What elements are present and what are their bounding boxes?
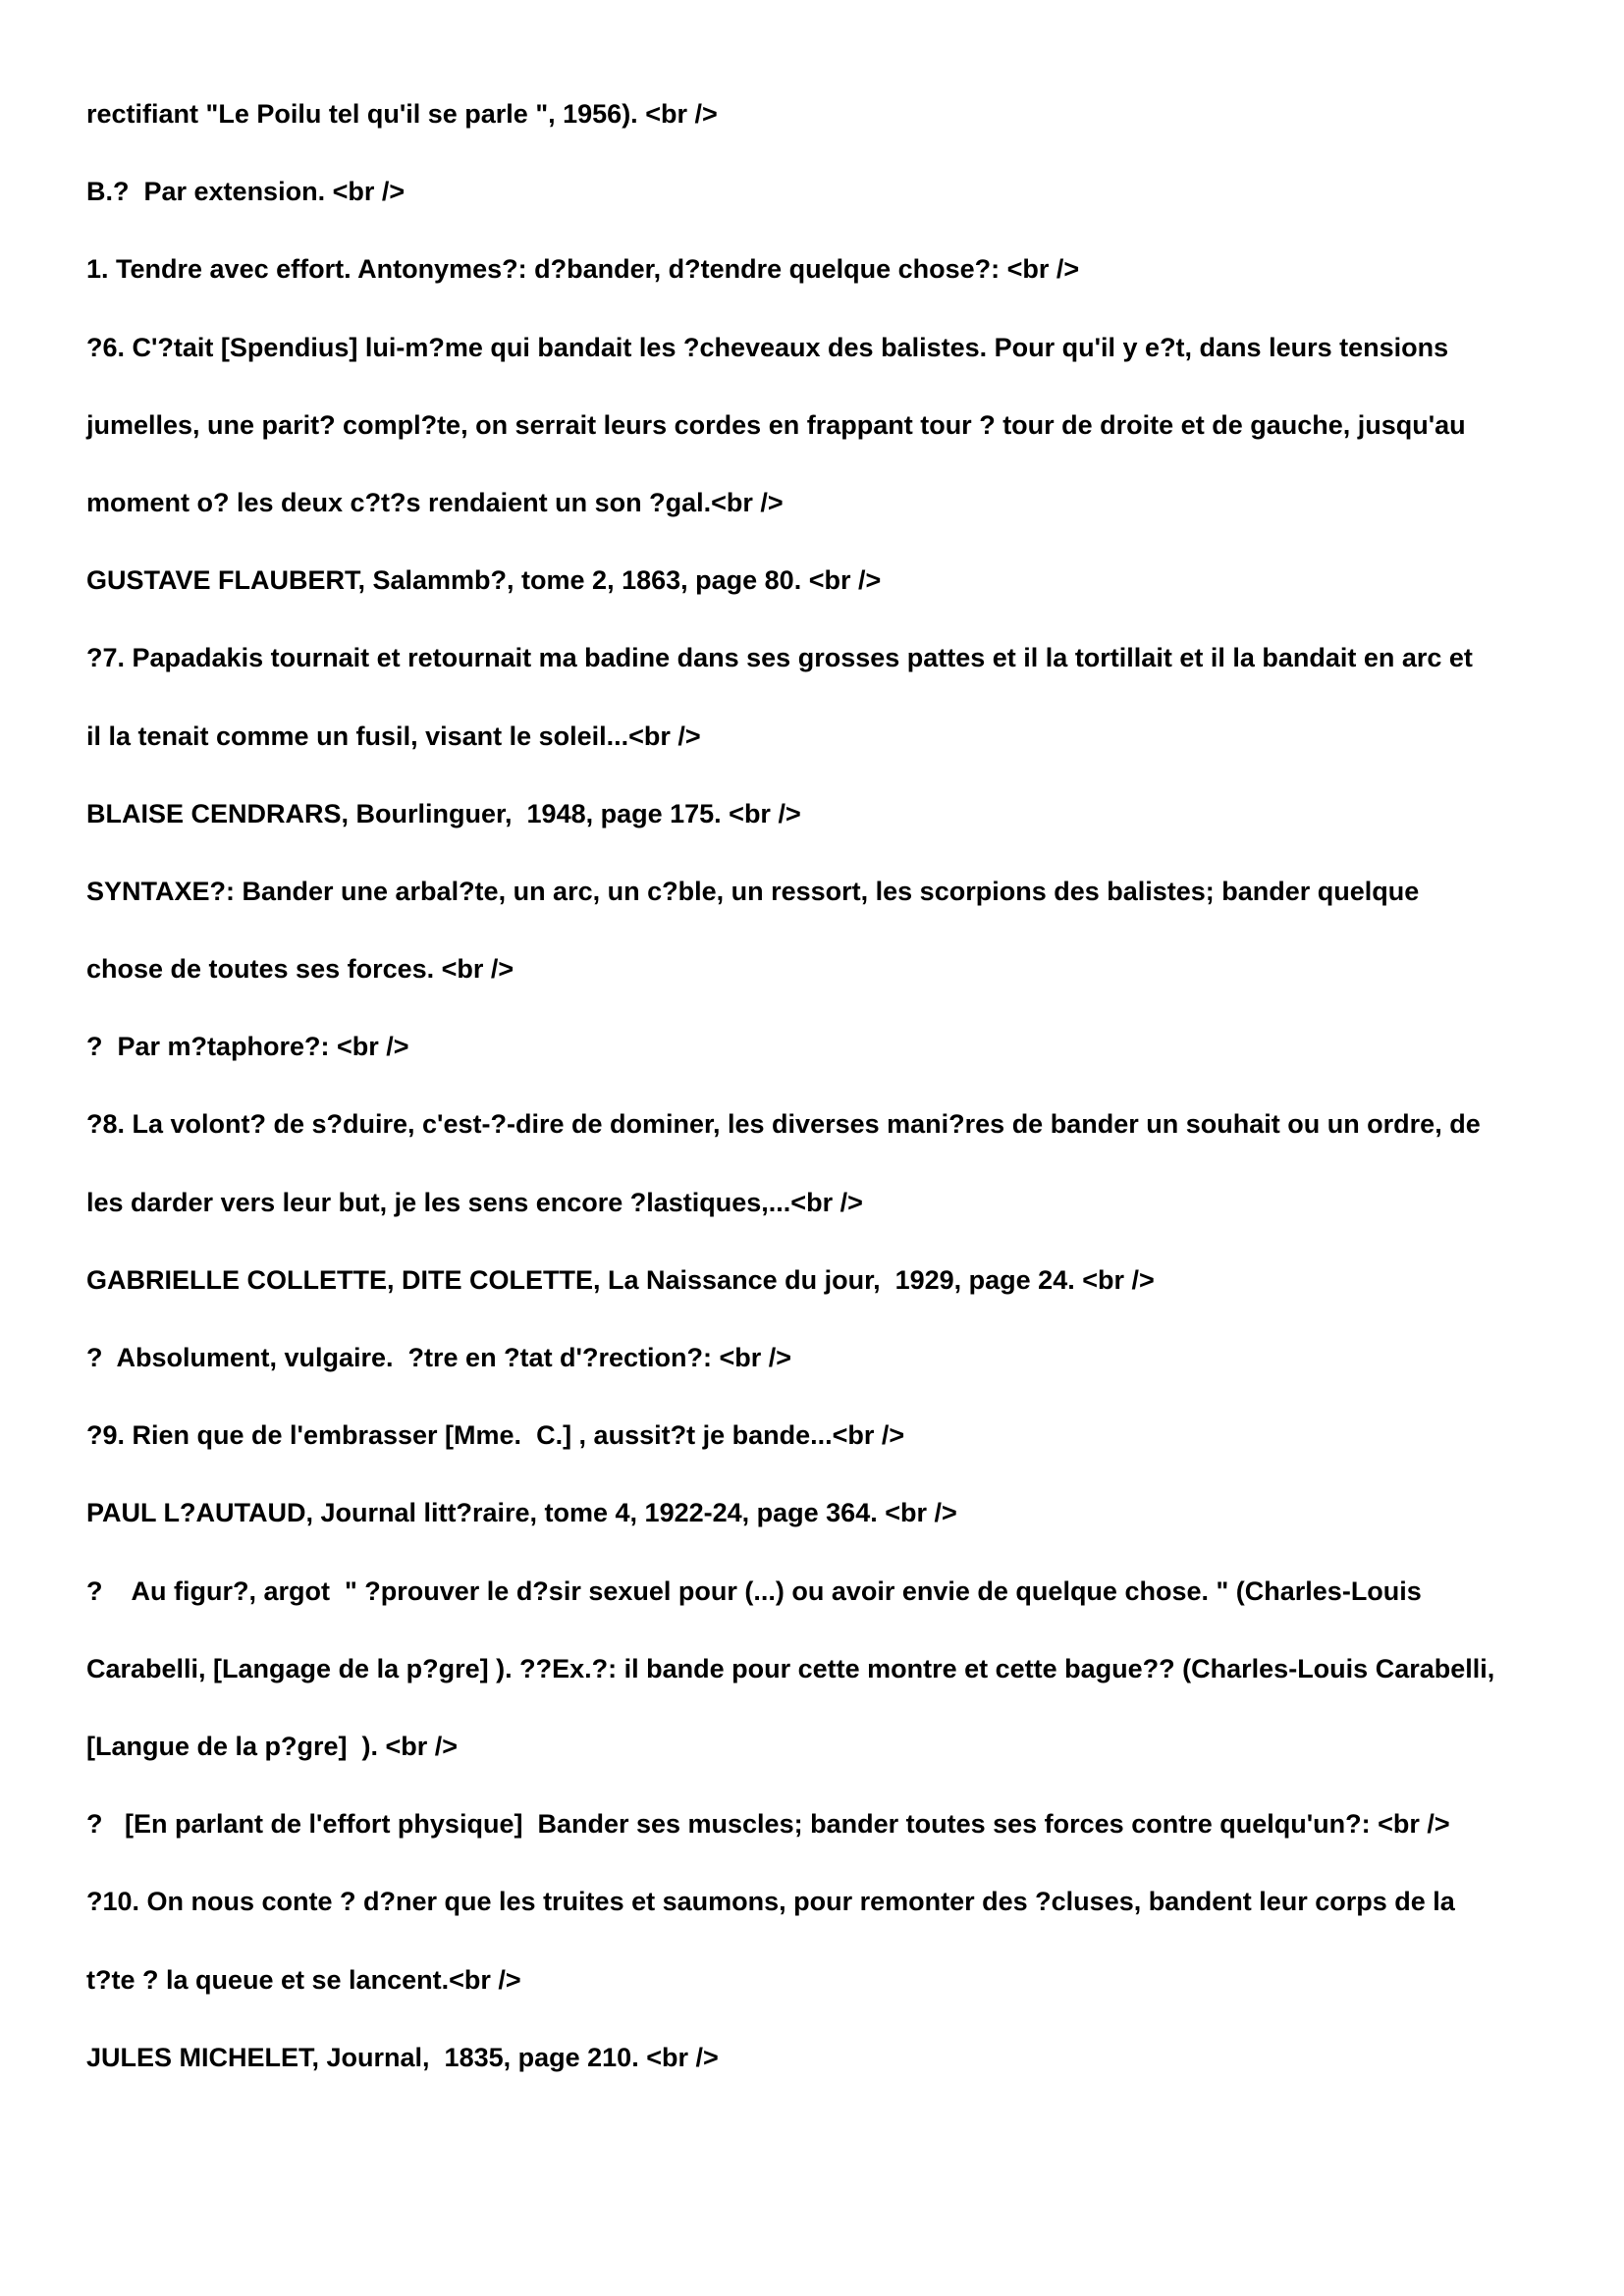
text-line-08: ?7. Papadakis tournait et retournait ma badine dans ses grosses pattes et il la tortillait et il la bandait en arc et (86, 643, 1473, 673)
text-line-11: SYNTAXE?: Bander une arbal?te, un arc, un c?ble, un ressort, les scorpions des balistes; bander quelque (86, 876, 1420, 906)
text-line-19: PAUL L?AUTAUD, Journal litt?raire, tome 4, 1922-24, page 364. <br /> (86, 1498, 957, 1528)
text-line-06: moment o? les deux c?t?s rendaient un son ?gal.<br /> (86, 487, 784, 517)
text-line-18: ?9. Rien que de l'embrasser [Mme. C.] , aussit?t je bande...<br /> (86, 1420, 905, 1451)
text-line-17: ? Absolument, vulgaire. ?tre en ?tat d'?rection?: <br /> (86, 1343, 792, 1372)
text-line-15: les darder vers leur but, je les sens encore ?lastiques,...<br /> (86, 1187, 863, 1217)
text-line-02: B.? Par extension. <br /> (86, 177, 406, 207)
text-line-05: jumelles, une parit? compl?te, on serrait leurs cordes en frappant tour ? tour de droite et de gauche, jusqu'au (86, 409, 1466, 440)
text-line-03: 1. Tendre avec effort. Antonymes?: d?bander, d?tendre quelque chose?: <br /> (86, 254, 1080, 285)
text-line-04: ?6. C'?tait [Spendius] lui-m?me qui bandait les ?cheveaux des balistes. Pour qu'il y e?t, dans leurs tensions (86, 332, 1449, 362)
text-line-21: Carabelli, [Langage de la p?gre] ). ??Ex.?: il bande pour cette montre et cette bague?? (Charles-Louis Carabelli, (86, 1653, 1495, 1683)
text-line-12: chose de toutes ses forces. <br /> (86, 954, 514, 985)
text-line-01: rectifiant "Le Poilu tel qu'il se parle ", 1956). <br /> (86, 99, 718, 129)
document-body (86, 94, 1559, 2115)
text-line-14: ?8. La volont? de s?duire, c'est-?-dire de dominer, les diverses mani?res de bander un souhait ou un ordre, de (86, 1109, 1481, 1140)
text-line-26: JULES MICHELET, Journal, 1835, page 210. <br /> (86, 2042, 719, 2072)
text-line-23: ? [En parlant de l'effort physique] Bander ses muscles; bander toutes ses forces contre quelqu'un?: <br /> (86, 1809, 1450, 1840)
text-line-24: ?10. On nous conte ? d?ner que les truites et saumons, pour remonter des ?cluses, bandent leur corps de la (86, 1887, 1455, 1917)
text-line-10: BLAISE CENDRARS, Bourlinguer, 1948, page 175. <br /> (86, 798, 801, 828)
text-line-13: ? Par m?taphore?: <br /> (86, 1032, 409, 1062)
text-line-25: t?te ? la queue et se lancent.<br /> (86, 1964, 521, 1995)
text-line-22: [Langue de la p?gre] ). <br /> (86, 1731, 459, 1761)
text-line-16: GABRIELLE COLLETTE, DITE COLETTE, La Naissance du jour, 1929, page 24. <br /> (86, 1264, 1155, 1295)
text-line-09: il la tenait comme un fusil, visant le soleil...<br /> (86, 721, 701, 751)
text-line-07: GUSTAVE FLAUBERT, Salammb?, tome 2, 1863, page 80. <br /> (86, 565, 882, 596)
text-line-20: ? Au figur?, argot " ?prouver le d?sir sexuel pour (...) ou avoir envie de quelque chose. " (Charles-Louis (86, 1575, 1422, 1606)
